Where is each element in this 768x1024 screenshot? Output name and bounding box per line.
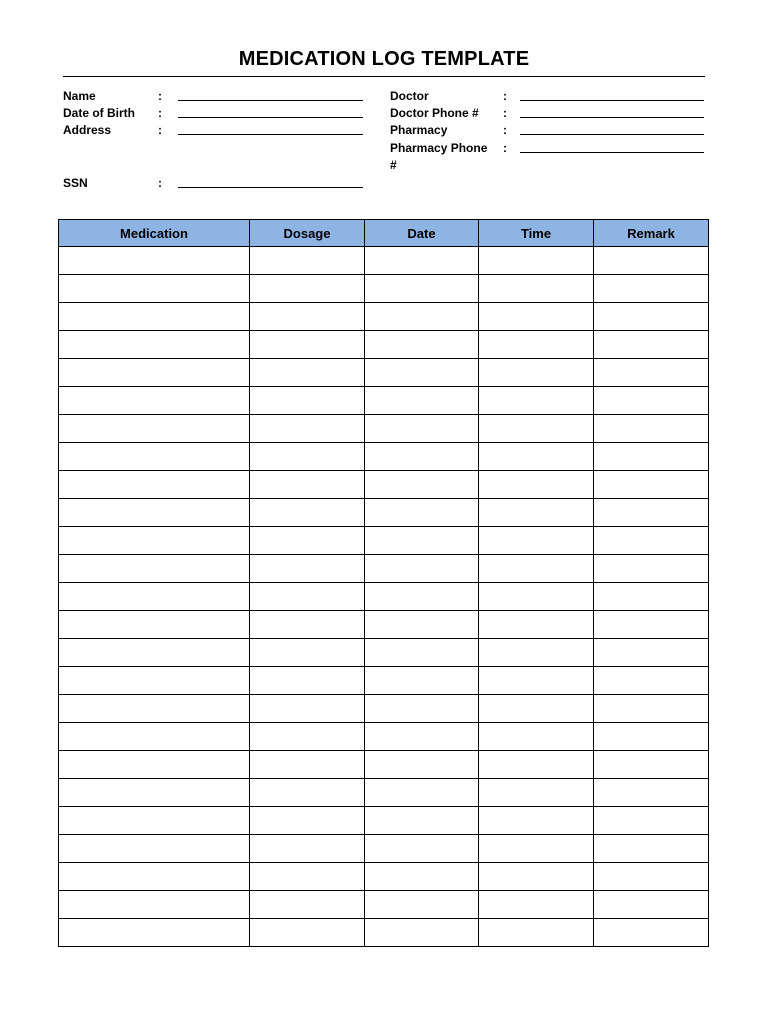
table-row bbox=[59, 331, 709, 359]
table-row bbox=[59, 751, 709, 779]
cell-remark[interactable] bbox=[594, 555, 709, 583]
table-row bbox=[59, 919, 709, 947]
cell-medication[interactable] bbox=[59, 359, 250, 387]
table-row bbox=[59, 275, 709, 303]
cell-remark[interactable] bbox=[594, 751, 709, 779]
cell-dosage[interactable] bbox=[250, 471, 365, 499]
cell-dosage[interactable] bbox=[250, 779, 365, 807]
cell-time[interactable] bbox=[479, 275, 594, 303]
cell-dosage[interactable] bbox=[250, 723, 365, 751]
doctor-phone-colon: : bbox=[503, 106, 507, 120]
cell-dosage[interactable] bbox=[250, 611, 365, 639]
cell-date[interactable] bbox=[365, 891, 479, 919]
table-row bbox=[59, 471, 709, 499]
cell-medication[interactable] bbox=[59, 695, 250, 723]
cell-dosage[interactable] bbox=[250, 359, 365, 387]
cell-dosage[interactable] bbox=[250, 555, 365, 583]
cell-time[interactable] bbox=[479, 807, 594, 835]
cell-remark[interactable] bbox=[594, 331, 709, 359]
table-row bbox=[59, 387, 709, 415]
cell-medication[interactable] bbox=[59, 415, 250, 443]
cell-medication[interactable] bbox=[59, 387, 250, 415]
table-row bbox=[59, 415, 709, 443]
address-blank-line[interactable] bbox=[178, 134, 363, 135]
cell-remark[interactable] bbox=[594, 863, 709, 891]
cell-remark[interactable] bbox=[594, 275, 709, 303]
table-row bbox=[59, 555, 709, 583]
cell-dosage[interactable] bbox=[250, 891, 365, 919]
address-label: Address bbox=[63, 123, 112, 137]
cell-medication[interactable] bbox=[59, 527, 250, 555]
table-body bbox=[59, 247, 709, 947]
cell-medication[interactable] bbox=[59, 611, 250, 639]
cell-time[interactable] bbox=[479, 695, 594, 723]
date-of-birth-field[interactable] bbox=[63, 105, 373, 121]
date-of-birth-colon: : bbox=[158, 106, 162, 120]
cell-time[interactable] bbox=[479, 723, 594, 751]
cell-time[interactable] bbox=[479, 471, 594, 499]
table-row bbox=[59, 891, 709, 919]
cell-medication[interactable] bbox=[59, 779, 250, 807]
cell-time[interactable] bbox=[479, 835, 594, 863]
doctor-phone-blank-line[interactable] bbox=[520, 117, 704, 118]
cell-medication[interactable] bbox=[59, 835, 250, 863]
cell-date[interactable] bbox=[365, 863, 479, 891]
cell-date[interactable] bbox=[365, 415, 479, 443]
table-header-row bbox=[59, 220, 709, 247]
cell-remark[interactable] bbox=[594, 499, 709, 527]
doctor-blank-line[interactable] bbox=[520, 100, 704, 101]
cell-date[interactable] bbox=[365, 835, 479, 863]
cell-time[interactable] bbox=[479, 919, 594, 947]
table-row bbox=[59, 527, 709, 555]
cell-remark[interactable] bbox=[594, 443, 709, 471]
cell-time[interactable] bbox=[479, 891, 594, 919]
name-field[interactable] bbox=[63, 88, 373, 104]
cell-remark[interactable] bbox=[594, 779, 709, 807]
table-row bbox=[59, 695, 709, 723]
cell-medication[interactable] bbox=[59, 807, 250, 835]
cell-medication[interactable] bbox=[59, 499, 250, 527]
cell-remark[interactable] bbox=[594, 583, 709, 611]
table-row bbox=[59, 443, 709, 471]
cell-remark[interactable] bbox=[594, 639, 709, 667]
cell-dosage[interactable] bbox=[250, 863, 365, 891]
cell-date[interactable] bbox=[365, 247, 479, 275]
cell-date[interactable] bbox=[365, 807, 479, 835]
table-row bbox=[59, 807, 709, 835]
name-blank-line[interactable] bbox=[178, 100, 363, 101]
cell-dosage[interactable] bbox=[250, 639, 365, 667]
table-row bbox=[59, 611, 709, 639]
address-field[interactable] bbox=[63, 122, 373, 138]
cell-date[interactable] bbox=[365, 723, 479, 751]
table-row bbox=[59, 723, 709, 751]
cell-remark[interactable] bbox=[594, 359, 709, 387]
cell-medication[interactable] bbox=[59, 667, 250, 695]
cell-remark[interactable] bbox=[594, 247, 709, 275]
ssn-colon: : bbox=[158, 176, 162, 190]
table-row bbox=[59, 667, 709, 695]
cell-time[interactable] bbox=[479, 499, 594, 527]
cell-medication[interactable] bbox=[59, 583, 250, 611]
doctor-phone-label: Doctor Phone # bbox=[390, 106, 479, 120]
cell-dosage[interactable] bbox=[250, 751, 365, 779]
cell-time[interactable] bbox=[479, 555, 594, 583]
cell-medication[interactable] bbox=[59, 751, 250, 779]
cell-time[interactable] bbox=[479, 863, 594, 891]
pharmacy-phone-field[interactable] bbox=[390, 140, 706, 174]
cell-time[interactable] bbox=[479, 331, 594, 359]
cell-date[interactable] bbox=[365, 527, 479, 555]
cell-date[interactable] bbox=[365, 667, 479, 695]
cell-time[interactable] bbox=[479, 639, 594, 667]
cell-medication[interactable] bbox=[59, 331, 250, 359]
cell-remark[interactable] bbox=[594, 303, 709, 331]
cell-date[interactable] bbox=[365, 583, 479, 611]
cell-medication[interactable] bbox=[59, 275, 250, 303]
column-header-dosage: Dosage bbox=[250, 220, 365, 247]
cell-dosage[interactable] bbox=[250, 667, 365, 695]
cell-medication[interactable] bbox=[59, 723, 250, 751]
cell-time[interactable] bbox=[479, 751, 594, 779]
column-header-date: Date bbox=[365, 220, 479, 247]
cell-remark[interactable] bbox=[594, 695, 709, 723]
cell-medication[interactable] bbox=[59, 247, 250, 275]
date-of-birth-blank-line[interactable] bbox=[178, 117, 363, 118]
cell-date[interactable] bbox=[365, 471, 479, 499]
cell-remark[interactable] bbox=[594, 835, 709, 863]
cell-date[interactable] bbox=[365, 611, 479, 639]
address-colon: : bbox=[158, 123, 162, 137]
pharmacy-field[interactable] bbox=[390, 122, 706, 138]
cell-date[interactable] bbox=[365, 331, 479, 359]
pharmacy-blank-line[interactable] bbox=[520, 134, 704, 135]
cell-medication[interactable] bbox=[59, 919, 250, 947]
cell-date[interactable] bbox=[365, 555, 479, 583]
table-row bbox=[59, 863, 709, 891]
column-header-remark: Remark bbox=[594, 220, 709, 247]
cell-dosage[interactable] bbox=[250, 275, 365, 303]
cell-time[interactable] bbox=[479, 415, 594, 443]
cell-date[interactable] bbox=[365, 695, 479, 723]
cell-dosage[interactable] bbox=[250, 695, 365, 723]
pharmacy-phone-blank-line[interactable] bbox=[520, 152, 704, 153]
cell-dosage[interactable] bbox=[250, 499, 365, 527]
pharmacy-phone-label: Pharmacy Phone # bbox=[390, 141, 488, 172]
cell-date[interactable] bbox=[365, 751, 479, 779]
cell-date[interactable] bbox=[365, 275, 479, 303]
cell-dosage[interactable] bbox=[250, 919, 365, 947]
cell-time[interactable] bbox=[479, 583, 594, 611]
cell-medication[interactable] bbox=[59, 891, 250, 919]
cell-dosage[interactable] bbox=[250, 807, 365, 835]
pharmacy-label: Pharmacy bbox=[390, 123, 448, 137]
cell-time[interactable] bbox=[479, 527, 594, 555]
cell-date[interactable] bbox=[365, 919, 479, 947]
cell-time[interactable] bbox=[479, 611, 594, 639]
cell-time[interactable] bbox=[479, 387, 594, 415]
cell-date[interactable] bbox=[365, 779, 479, 807]
cell-medication[interactable] bbox=[59, 863, 250, 891]
cell-date[interactable] bbox=[365, 303, 479, 331]
table-row bbox=[59, 779, 709, 807]
cell-time[interactable] bbox=[479, 359, 594, 387]
cell-remark[interactable] bbox=[594, 667, 709, 695]
pharmacy-phone-colon: : bbox=[503, 141, 507, 155]
ssn-field[interactable] bbox=[63, 175, 373, 191]
table-row bbox=[59, 583, 709, 611]
cell-dosage[interactable] bbox=[250, 247, 365, 275]
cell-time[interactable] bbox=[479, 443, 594, 471]
cell-time[interactable] bbox=[479, 303, 594, 331]
page-title: MEDICATION LOG TEMPLATE bbox=[238, 48, 530, 70]
table-row bbox=[59, 247, 709, 275]
doctor-phone-field[interactable] bbox=[390, 105, 706, 121]
column-header-time: Time bbox=[479, 220, 594, 247]
ssn-label: SSN bbox=[63, 176, 88, 190]
cell-remark[interactable] bbox=[594, 723, 709, 751]
cell-dosage[interactable] bbox=[250, 303, 365, 331]
cell-date[interactable] bbox=[365, 443, 479, 471]
ssn-blank-line[interactable] bbox=[178, 187, 363, 188]
cell-dosage[interactable] bbox=[250, 835, 365, 863]
cell-date[interactable] bbox=[365, 499, 479, 527]
cell-remark[interactable] bbox=[594, 387, 709, 415]
cell-remark[interactable] bbox=[594, 527, 709, 555]
cell-remark[interactable] bbox=[594, 919, 709, 947]
date-of-birth-label: Date of Birth bbox=[63, 106, 135, 120]
cell-dosage[interactable] bbox=[250, 583, 365, 611]
cell-date[interactable] bbox=[365, 639, 479, 667]
cell-remark[interactable] bbox=[594, 807, 709, 835]
name-label: Name bbox=[63, 89, 96, 103]
cell-medication[interactable] bbox=[59, 443, 250, 471]
cell-remark[interactable] bbox=[594, 415, 709, 443]
doctor-label: Doctor bbox=[390, 89, 429, 103]
cell-medication[interactable] bbox=[59, 639, 250, 667]
cell-time[interactable] bbox=[479, 247, 594, 275]
cell-time[interactable] bbox=[479, 779, 594, 807]
pharmacy-colon: : bbox=[503, 123, 507, 137]
cell-dosage[interactable] bbox=[250, 443, 365, 471]
cell-medication[interactable] bbox=[59, 303, 250, 331]
doctor-field[interactable] bbox=[390, 88, 706, 104]
cell-dosage[interactable] bbox=[250, 415, 365, 443]
cell-dosage[interactable] bbox=[250, 527, 365, 555]
table-row bbox=[59, 359, 709, 387]
cell-dosage[interactable] bbox=[250, 387, 365, 415]
table-row bbox=[59, 499, 709, 527]
cell-time[interactable] bbox=[479, 667, 594, 695]
title-divider bbox=[63, 76, 705, 77]
cell-date[interactable] bbox=[365, 359, 479, 387]
column-header-medication: Medication bbox=[59, 220, 250, 247]
cell-remark[interactable] bbox=[594, 611, 709, 639]
cell-medication[interactable] bbox=[59, 555, 250, 583]
cell-remark[interactable] bbox=[594, 471, 709, 499]
cell-date[interactable] bbox=[365, 387, 479, 415]
table-row bbox=[59, 303, 709, 331]
name-colon: : bbox=[158, 89, 162, 103]
cell-remark[interactable] bbox=[594, 891, 709, 919]
cell-dosage[interactable] bbox=[250, 331, 365, 359]
medication-log-table bbox=[58, 219, 709, 947]
doctor-colon: : bbox=[503, 89, 507, 103]
table-row bbox=[59, 835, 709, 863]
cell-medication[interactable] bbox=[59, 471, 250, 499]
table-row bbox=[59, 639, 709, 667]
